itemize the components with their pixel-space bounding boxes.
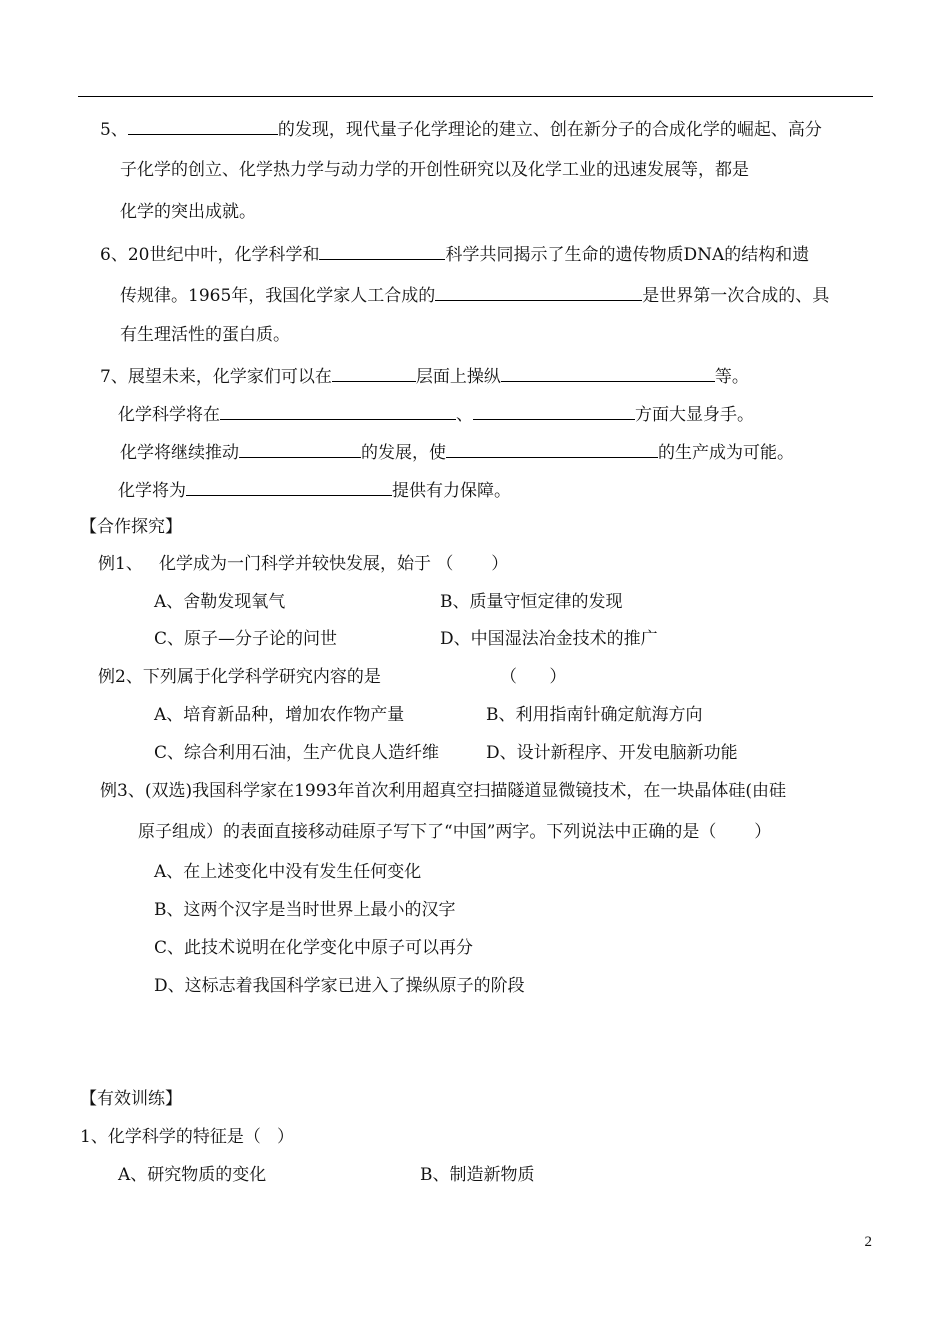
ex2-option-b[interactable]: B、利用指南针确定航海方向 bbox=[486, 705, 703, 725]
ex2-option-d[interactable]: D、设计新程序、开发电脑新功能 bbox=[486, 743, 738, 763]
q5-line1: 5、 的发现，现代量子化学理论的建立、创在新分子的合成化学的崛起、高分 bbox=[100, 120, 822, 140]
ex3-option-c[interactable]: C、此技术说明在化学变化中原子可以再分 bbox=[154, 938, 474, 958]
q7-blank-6[interactable] bbox=[446, 441, 658, 458]
q7-blank-7[interactable] bbox=[186, 479, 392, 496]
q7-line1: 7、展望未来，化学家们可以在 层面上操纵 等。 bbox=[100, 367, 749, 387]
ex3-option-d[interactable]: D、这标志着我国科学家已进入了操纵原子的阶段 bbox=[154, 976, 525, 996]
ex2-answer-paren[interactable]: （ ） bbox=[500, 667, 567, 687]
ex2-option-c[interactable]: C、综合利用石油，生产优良人造纤维 bbox=[154, 743, 440, 763]
q6-line1: 6、20世纪中叶，化学科学和 科学共同揭示了生命的遗传物质DNA的结构和遗 bbox=[100, 245, 810, 265]
q7-blank-3[interactable] bbox=[220, 403, 456, 420]
q7-line4: 化学将为 提供有力保障。 bbox=[118, 481, 511, 501]
q6-line3: 有生理活性的蛋白质。 bbox=[120, 325, 290, 345]
q7-line2: 化学科学将在 、 方面大显身手。 bbox=[118, 405, 754, 425]
ex1-stem: 例1、 化学成为一门科学并较快发展，始于 （ ） bbox=[98, 554, 509, 574]
page-number: 2 bbox=[864, 1234, 872, 1250]
ex1-option-b[interactable]: B、质量守恒定律的发现 bbox=[440, 592, 623, 612]
q7-blank-2[interactable] bbox=[501, 365, 715, 382]
ex2-stem: 例2、下列属于化学科学研究内容的是 bbox=[98, 667, 381, 687]
training-q1-option-b[interactable]: B、制造新物质 bbox=[420, 1165, 535, 1185]
q6-line2: 传规律。1965年，我国化学家人工合成的 是世界第一次合成的、具 bbox=[120, 286, 830, 306]
q5-line2: 子化学的创立、化学热力学与动力学的开创性研究以及化学工业的迅速发展等，都是 bbox=[120, 160, 749, 180]
ex2-option-a[interactable]: A、培育新品种，增加农作物产量 bbox=[154, 705, 405, 725]
q5-line3: 化学的突出成就。 bbox=[120, 202, 256, 222]
q5-number: 5、 bbox=[100, 120, 128, 140]
ex3-line1: 例3、(双选)我国科学家在1993年首次利用超真空扫描隧道显微镜技术，在一块晶体硅(由硅 bbox=[100, 781, 786, 801]
q7-blank-4[interactable] bbox=[473, 403, 635, 420]
ex1-option-a[interactable]: A、舍勒发现氧气 bbox=[154, 592, 286, 612]
q6-blank-2[interactable] bbox=[435, 284, 642, 301]
training-q1-stem: 1、化学科学的特征是（ ） bbox=[80, 1127, 295, 1147]
header-rule bbox=[78, 96, 873, 97]
section-heading-coop: 【合作探究】 bbox=[80, 517, 182, 537]
q7-line3: 化学将继续推动 的发展，使 的生产成为可能。 bbox=[120, 443, 794, 463]
q5-blank[interactable] bbox=[128, 118, 278, 135]
q7-blank-5[interactable] bbox=[239, 441, 361, 458]
q7-blank-1[interactable] bbox=[332, 365, 416, 382]
ex3-option-a[interactable]: A、在上述变化中没有发生任何变化 bbox=[154, 862, 422, 882]
q6-blank-1[interactable] bbox=[319, 243, 445, 260]
section-heading-training: 【有效训练】 bbox=[80, 1089, 182, 1109]
ex1-option-c[interactable]: C、原子—分子论的问世 bbox=[154, 629, 338, 649]
training-q1-option-a[interactable]: A、研究物质的变化 bbox=[118, 1165, 267, 1185]
ex3-line2: 原子组成）的表面直接移动硅原子写下了“中国”两字。下列说法中正确的是（ ） bbox=[138, 822, 772, 842]
ex3-option-b[interactable]: B、这两个汉字是当时世界上最小的汉字 bbox=[154, 900, 456, 920]
ex1-option-d[interactable]: D、中国湿法冶金技术的推广 bbox=[440, 629, 658, 649]
